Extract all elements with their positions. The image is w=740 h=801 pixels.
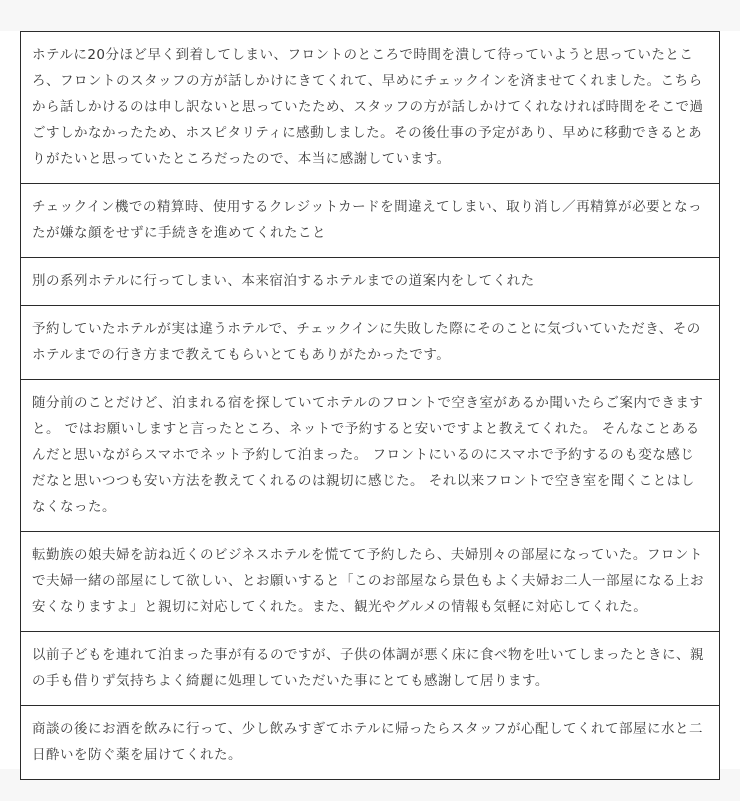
table-row [21, 380, 720, 532]
comment-cell: 以前子どもを連れて泊まった事が有るのですが、子供の体調が悪く床に食べ物を吐いてしまったときに、親の手も借りず気持ちよく綺麗に処理していただいた事にとても感謝して居ります。 [21, 632, 720, 706]
comment-cell: チェックイン機での精算時、使用するクレジットカードを間違えてしまい、取り消し／再精算が必要となったが嫌な顔をせずに手続きを進めてくれたこと [21, 184, 720, 258]
table-row [21, 258, 720, 306]
comment-cell: 別の系列ホテルに行ってしまい、本来宿泊するホテルまでの道案内をしてくれた [21, 258, 720, 306]
comment-cell: 転勤族の娘夫婦を訪ね近くのビジネスホテルを慌てて予約したら、夫婦別々の部屋になっていた。フロントで夫婦一緒の部屋にして欲しい、とお願いすると「このお部屋なら景色もよく夫婦お二人一部屋になる上お安くなりますよ」と親切に対応してくれた。また、観光やグルメの情報も気軽に対応してくれた。 [21, 532, 720, 632]
table-row [21, 632, 720, 706]
comment-cell: ホテルに20分ほど早く到着してしまい、フロントのところで時間を潰して待っていようと思っていたところ、フロントのスタッフの方が話しかけにきてくれて、早めにチェックインを済ませてくれました。こちらから話しかけるのは申し訳ないと思っていたため、スタッフの方が話しかけてくれなければ時間をそこで過ごすしかなかったため、ホスピタリティに感動しました。その後仕事の予定があり、早めに移動できるとありがたいと思っていたところだったので、本当に感謝しています。 [21, 32, 720, 184]
table-row [21, 706, 720, 780]
table-row [21, 32, 720, 184]
comments-table [20, 31, 720, 780]
table-row [21, 306, 720, 380]
table-row [21, 184, 720, 258]
comment-cell: 商談の後にお酒を飲みに行って、少し飲みすぎてホテルに帰ったらスタッフが心配してくれて部屋に水と二日酔いを防ぐ薬を届けてくれた。 [21, 706, 720, 780]
table-row [21, 532, 720, 632]
comment-cell: 随分前のことだけど、泊まれる宿を探していてホテルのフロントで空き室があるか聞いたらご案内できますと。 ではお願いしますと言ったところ、ネットで予約すると安いですよと教えてくれた。 そんなことあるんだと思いながらスマホでネット予約して泊まった。 フロントにいるのにスマホで予約するのも変な感じだなと思いつつも安い方法を教えてくれるのは親切に感じた。 それ以来フロントで空き室を聞くことはしなくなった。 [21, 380, 720, 532]
comment-cell: 予約していたホテルが実は違うホテルで、チェックインに失敗した際にそのことに気づいていただき、そのホテルまでの行き方まで教えてもらいとてもありがたかったです。 [21, 306, 720, 380]
